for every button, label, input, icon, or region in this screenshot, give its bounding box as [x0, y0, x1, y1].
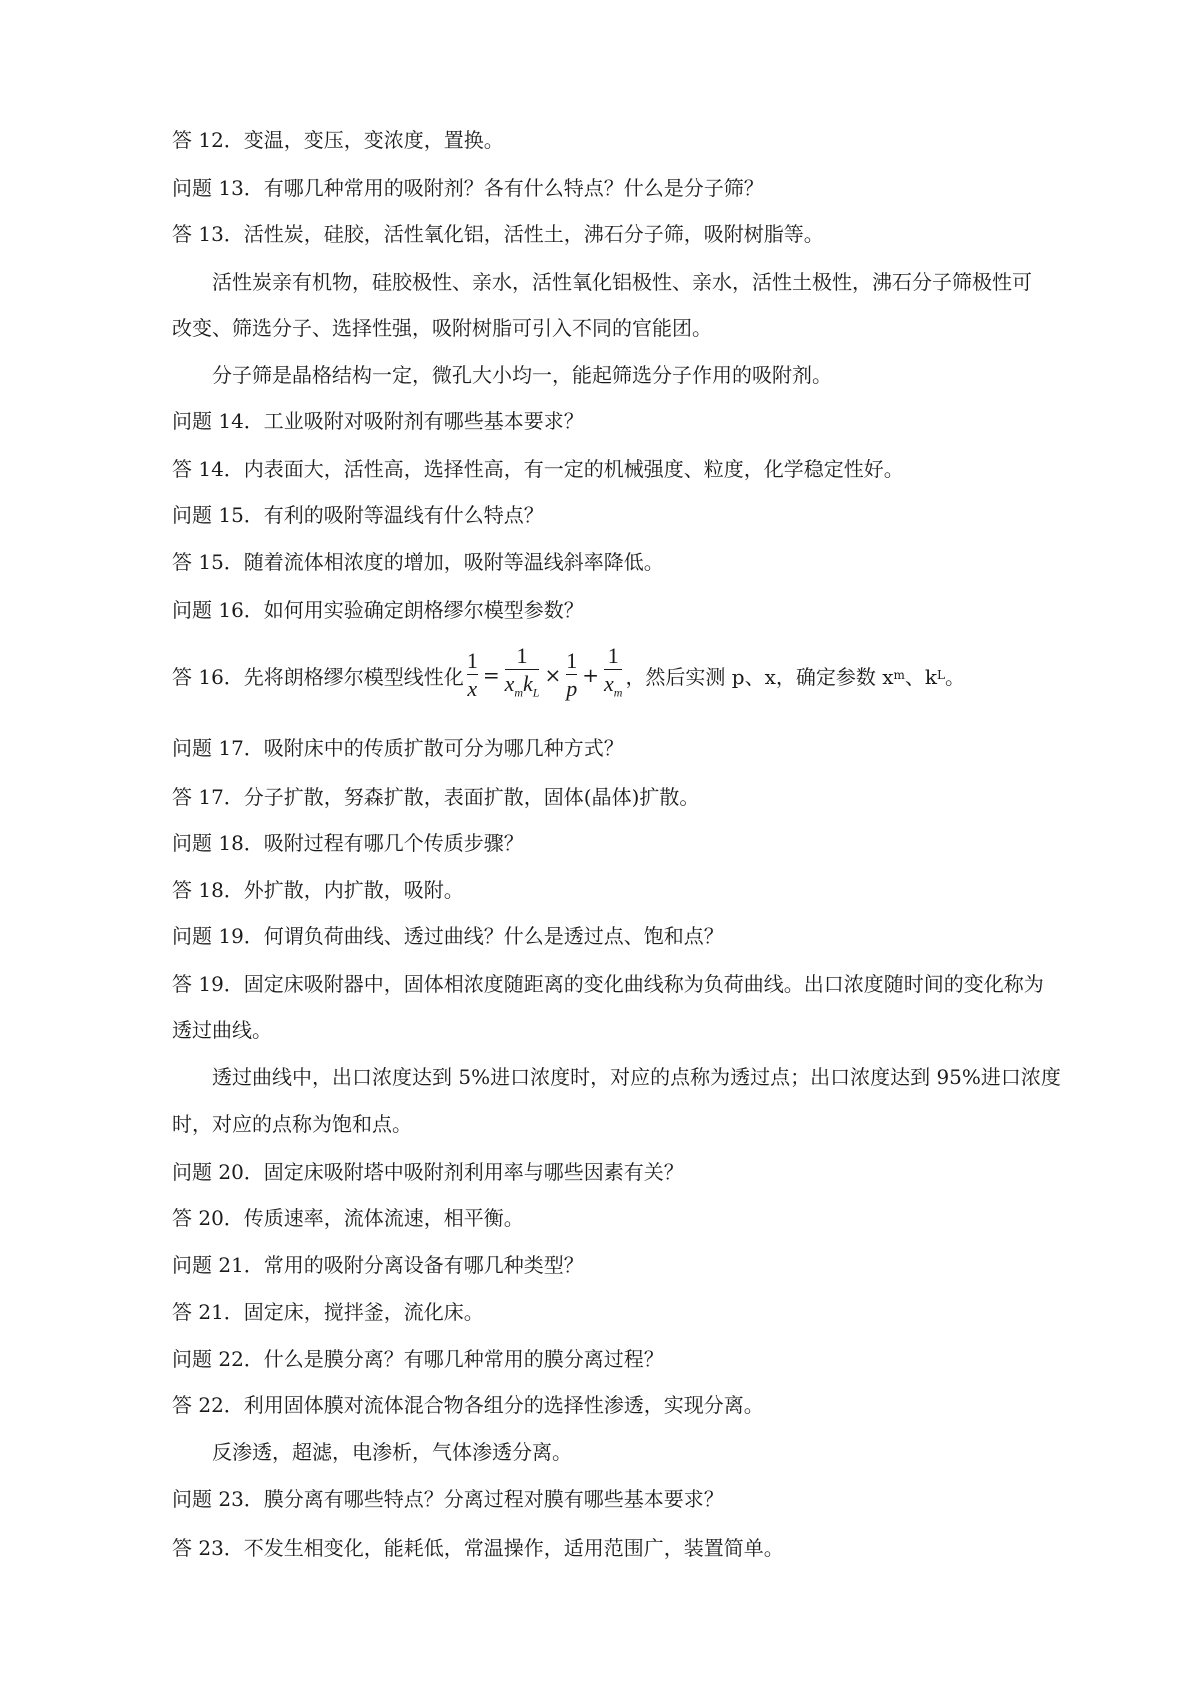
answer-17: 答 17．分子扩散，努森扩散，表面扩散，固体(晶体)扩散。 — [172, 785, 700, 809]
var-x: x — [504, 671, 515, 697]
question-15: 问题 15．有利的吸附等温线有什么特点？ — [172, 503, 544, 527]
var-x: x — [604, 671, 614, 697]
plus-sign: + — [582, 663, 599, 687]
answer-18: 答 18．外扩散，内扩散，吸附。 — [172, 878, 464, 902]
sub-m: m — [613, 685, 623, 700]
sub-L: L — [532, 685, 540, 700]
fraction-1-over-xm-kl — [505, 643, 540, 706]
answer-19-detail-line-1: 透过曲线中，出口浓度达到 5%进口浓度时，对应的点称为透过点；出口浓度达到 95%进口浓度 — [212, 1065, 1061, 1089]
answer-16-end: 。 — [945, 664, 965, 689]
answer-16-suffix: ，然后实测 p、x，确定参数 x — [625, 664, 894, 689]
answer-14: 答 14．内表面大，活性高，选择性高，有一定的机械强度、粒度，化学稳定性好。 — [172, 457, 904, 481]
answer-22-detail: 反渗透，超滤，电渗析，气体渗透分离。 — [212, 1440, 572, 1464]
question-13: 问题 13．有哪几种常用的吸附剂？各有什么特点？什么是分子筛？ — [172, 176, 764, 200]
sub-m: m — [514, 685, 524, 700]
equals-sign: = — [482, 663, 500, 687]
question-17: 问题 17．吸附床中的传质扩散可分为哪几种方式？ — [172, 736, 624, 760]
answer-12: 答 12．变温，变压，变浓度，置换。 — [172, 128, 504, 152]
answer-22: 答 22．利用固体膜对流体混合物各组分的选择性渗透，实现分离。 — [172, 1393, 764, 1417]
numerator: 1 — [516, 643, 528, 669]
answer-16-mid: 、k — [904, 664, 938, 689]
answer-20: 答 20．传质速率，流体流速，相平衡。 — [172, 1206, 524, 1230]
denominator: p — [566, 675, 578, 701]
times-sign: × — [544, 663, 562, 687]
question-21: 问题 21．常用的吸附分离设备有哪几种类型？ — [172, 1253, 584, 1277]
answer-19-line-2: 透过曲线。 — [172, 1018, 272, 1042]
answer-21: 答 21．固定床，搅拌釜，流化床。 — [172, 1300, 484, 1324]
answer-15: 答 15．随着流体相浓度的增加，吸附等温线斜率降低。 — [172, 550, 664, 574]
numerator: 1 — [566, 647, 578, 673]
fraction-1-over-p — [566, 648, 577, 703]
answer-13-detail-line-1: 活性炭亲有机物，硅胶极性、亲水，活性氧化铝极性、亲水，活性土极性，沸石分子筛极性可 — [212, 270, 1032, 294]
answer-23: 答 23．不发生相变化，能耗低，常温操作，适用范围广，装置简单。 — [172, 1536, 784, 1560]
answer-16-prefix: 答 16．先将朗格缪尔模型线性化 — [172, 664, 464, 689]
question-18: 问题 18．吸附过程有哪几个传质步骤？ — [172, 831, 524, 855]
answer-13-molecular-sieve: 分子筛是晶格结构一定，微孔大小均一，能起筛选分子作用的吸附剂。 — [212, 363, 832, 387]
question-23: 问题 23．膜分离有哪些特点？分离过程对膜有哪些基本要求？ — [172, 1487, 724, 1511]
numerator: 1 — [466, 647, 478, 673]
denominator — [505, 670, 540, 706]
question-22: 问题 22．什么是膜分离？有哪几种常用的膜分离过程？ — [172, 1347, 664, 1371]
answer-19-line-1: 答 19．固定床吸附器中，固体相浓度随距离的变化曲线称为负荷曲线。出口浓度随时间的变化称为 — [172, 972, 1044, 996]
question-16: 问题 16．如何用实验确定朗格缪尔模型参数？ — [172, 598, 584, 622]
denominator: x — [467, 675, 478, 701]
sub-L: L — [937, 668, 945, 682]
fraction-1-over-xm — [604, 643, 622, 706]
question-19: 问题 19．何谓负荷曲线、透过曲线？什么是透过点、饱和点？ — [172, 924, 724, 948]
question-14: 问题 14．工业吸附对吸附剂有哪些基本要求？ — [172, 409, 584, 433]
sub-m: m — [893, 668, 905, 682]
var-k: k — [523, 671, 533, 697]
denominator — [604, 670, 622, 706]
numerator: 1 — [607, 643, 619, 669]
answer-19-detail-line-2: 时，对应的点称为饱和点。 — [172, 1112, 412, 1136]
answer-13-detail-line-2: 改变、筛选分子、选择性强，吸附树脂可引入不同的官能团。 — [172, 316, 712, 340]
answer-13: 答 13．活性炭，硅胶，活性氧化铝，活性土，沸石分子筛，吸附树脂等。 — [172, 222, 824, 246]
answer-16 — [172, 640, 965, 710]
fraction-1-over-x — [467, 648, 478, 703]
question-20: 问题 20．固定床吸附塔中吸附剂利用率与哪些因素有关？ — [172, 1160, 684, 1184]
